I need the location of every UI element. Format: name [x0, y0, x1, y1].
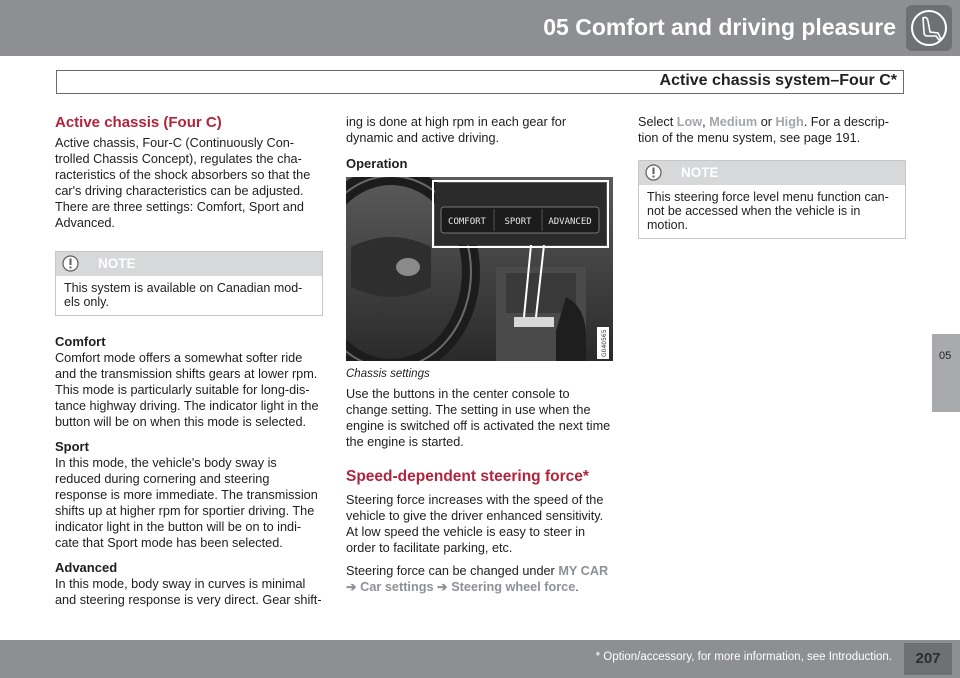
column-2	[346, 114, 614, 595]
menu-path	[346, 563, 614, 595]
heading-active-chassis: Active chassis (Four C)	[55, 114, 222, 131]
operation-text: Use the buttons in the center console to change setting. The setting in use when the engine is switched off is activated the next time the engine is started.	[346, 387, 611, 449]
section-header	[56, 70, 904, 94]
or-text: or	[760, 115, 772, 129]
select-prefix: Select	[638, 115, 674, 129]
note-text: This steering force level menu function can-not be accessed when the vehicle is in motion.	[647, 190, 889, 232]
steering-heading: Speed-dependent steering force*	[346, 468, 589, 485]
option-low: Low	[676, 115, 703, 129]
advanced-title: Advanced	[55, 560, 118, 575]
chassis-settings-photo	[346, 177, 613, 361]
sport-text: In this mode, the vehicle's body sway is reduced during cornering and steering response is more immediate. The transmission shifts up at higher rpm for sportier driving. The indicator light in the button will be on to indi-cate that Sport mode has been selected.	[55, 456, 318, 550]
comfort-text: Comfort mode offers a somewhat softer ride and the transmission shifts gears at lower rpm. This mode is particularly suitable for long-dis-tance highway driving. The indicator light in the button will be on when this mode is selected.	[55, 351, 319, 429]
path-car-settings: Car settings	[360, 580, 434, 594]
option-high: High	[775, 115, 804, 129]
section-title: Active chassis system–Four C*	[659, 72, 897, 89]
operation-title: Operation	[346, 156, 408, 171]
column-1	[55, 114, 323, 608]
info-icon	[645, 164, 662, 181]
path-intro: Steering force can be changed under	[346, 564, 555, 578]
advanced-button-label: ADVANCED	[548, 217, 592, 227]
sport-title: Sport	[55, 439, 89, 454]
note-text: This system is available on Canadian mod-els only.	[64, 281, 303, 309]
page-number: 207	[904, 643, 952, 675]
comfort-button-label: COMFORT	[448, 217, 486, 227]
sport-button-label: SPORT	[504, 217, 532, 227]
note-box	[638, 160, 906, 239]
comfort-title: Comfort	[55, 334, 106, 349]
arrow-icon: ➔	[437, 580, 448, 594]
note-box	[55, 251, 323, 316]
continued-text: ing is done at high rpm in each gear for dynamic and active driving.	[346, 115, 567, 145]
intro-text: Active chassis, Four-C (Continuously Con-trolled Chassis Concept), regulates the cha-racteristics of the shock absorbers so that the car's driving characteristics can be adjusted. There are three settings: Comfort, Sport and Advanced.	[55, 136, 311, 230]
note-header	[56, 252, 322, 276]
separator: ,	[702, 115, 706, 129]
select-suffix: . For a descrip-tion of the menu system, see page 191.	[638, 115, 890, 145]
path-end: .	[575, 580, 579, 594]
chapter-title: 05 Comfort and driving pleasure	[543, 14, 896, 40]
footer-note: * Option/accessory, for more information, see Introduction.	[595, 651, 892, 663]
note-label: NOTE	[98, 256, 136, 271]
photo-code: G040565	[601, 329, 608, 357]
steering-text: Steering force increases with the speed of the vehicle to give the driver enhanced sensitivity. At low speed the vehicle is easy to steer in order to facilitate parking, etc.	[346, 493, 604, 555]
path-steering-wheel-force: Steering wheel force	[451, 580, 576, 594]
select-text	[638, 114, 906, 146]
note-header	[639, 161, 905, 185]
advanced-text: In this mode, body sway in curves is minimal and steering response is very direct. Gear shift-	[55, 577, 322, 607]
chapter-tab-label: 05	[939, 350, 952, 362]
info-icon	[62, 255, 79, 272]
seat-icon	[906, 5, 952, 51]
option-medium: Medium	[709, 115, 758, 129]
note-label: NOTE	[681, 165, 719, 180]
column-3	[638, 114, 906, 239]
chapter-tab[interactable]	[932, 334, 960, 412]
photo-caption: Chassis settings	[346, 368, 430, 380]
path-mycar: MY CAR	[558, 564, 609, 578]
arrow-icon: ➔	[346, 580, 357, 594]
